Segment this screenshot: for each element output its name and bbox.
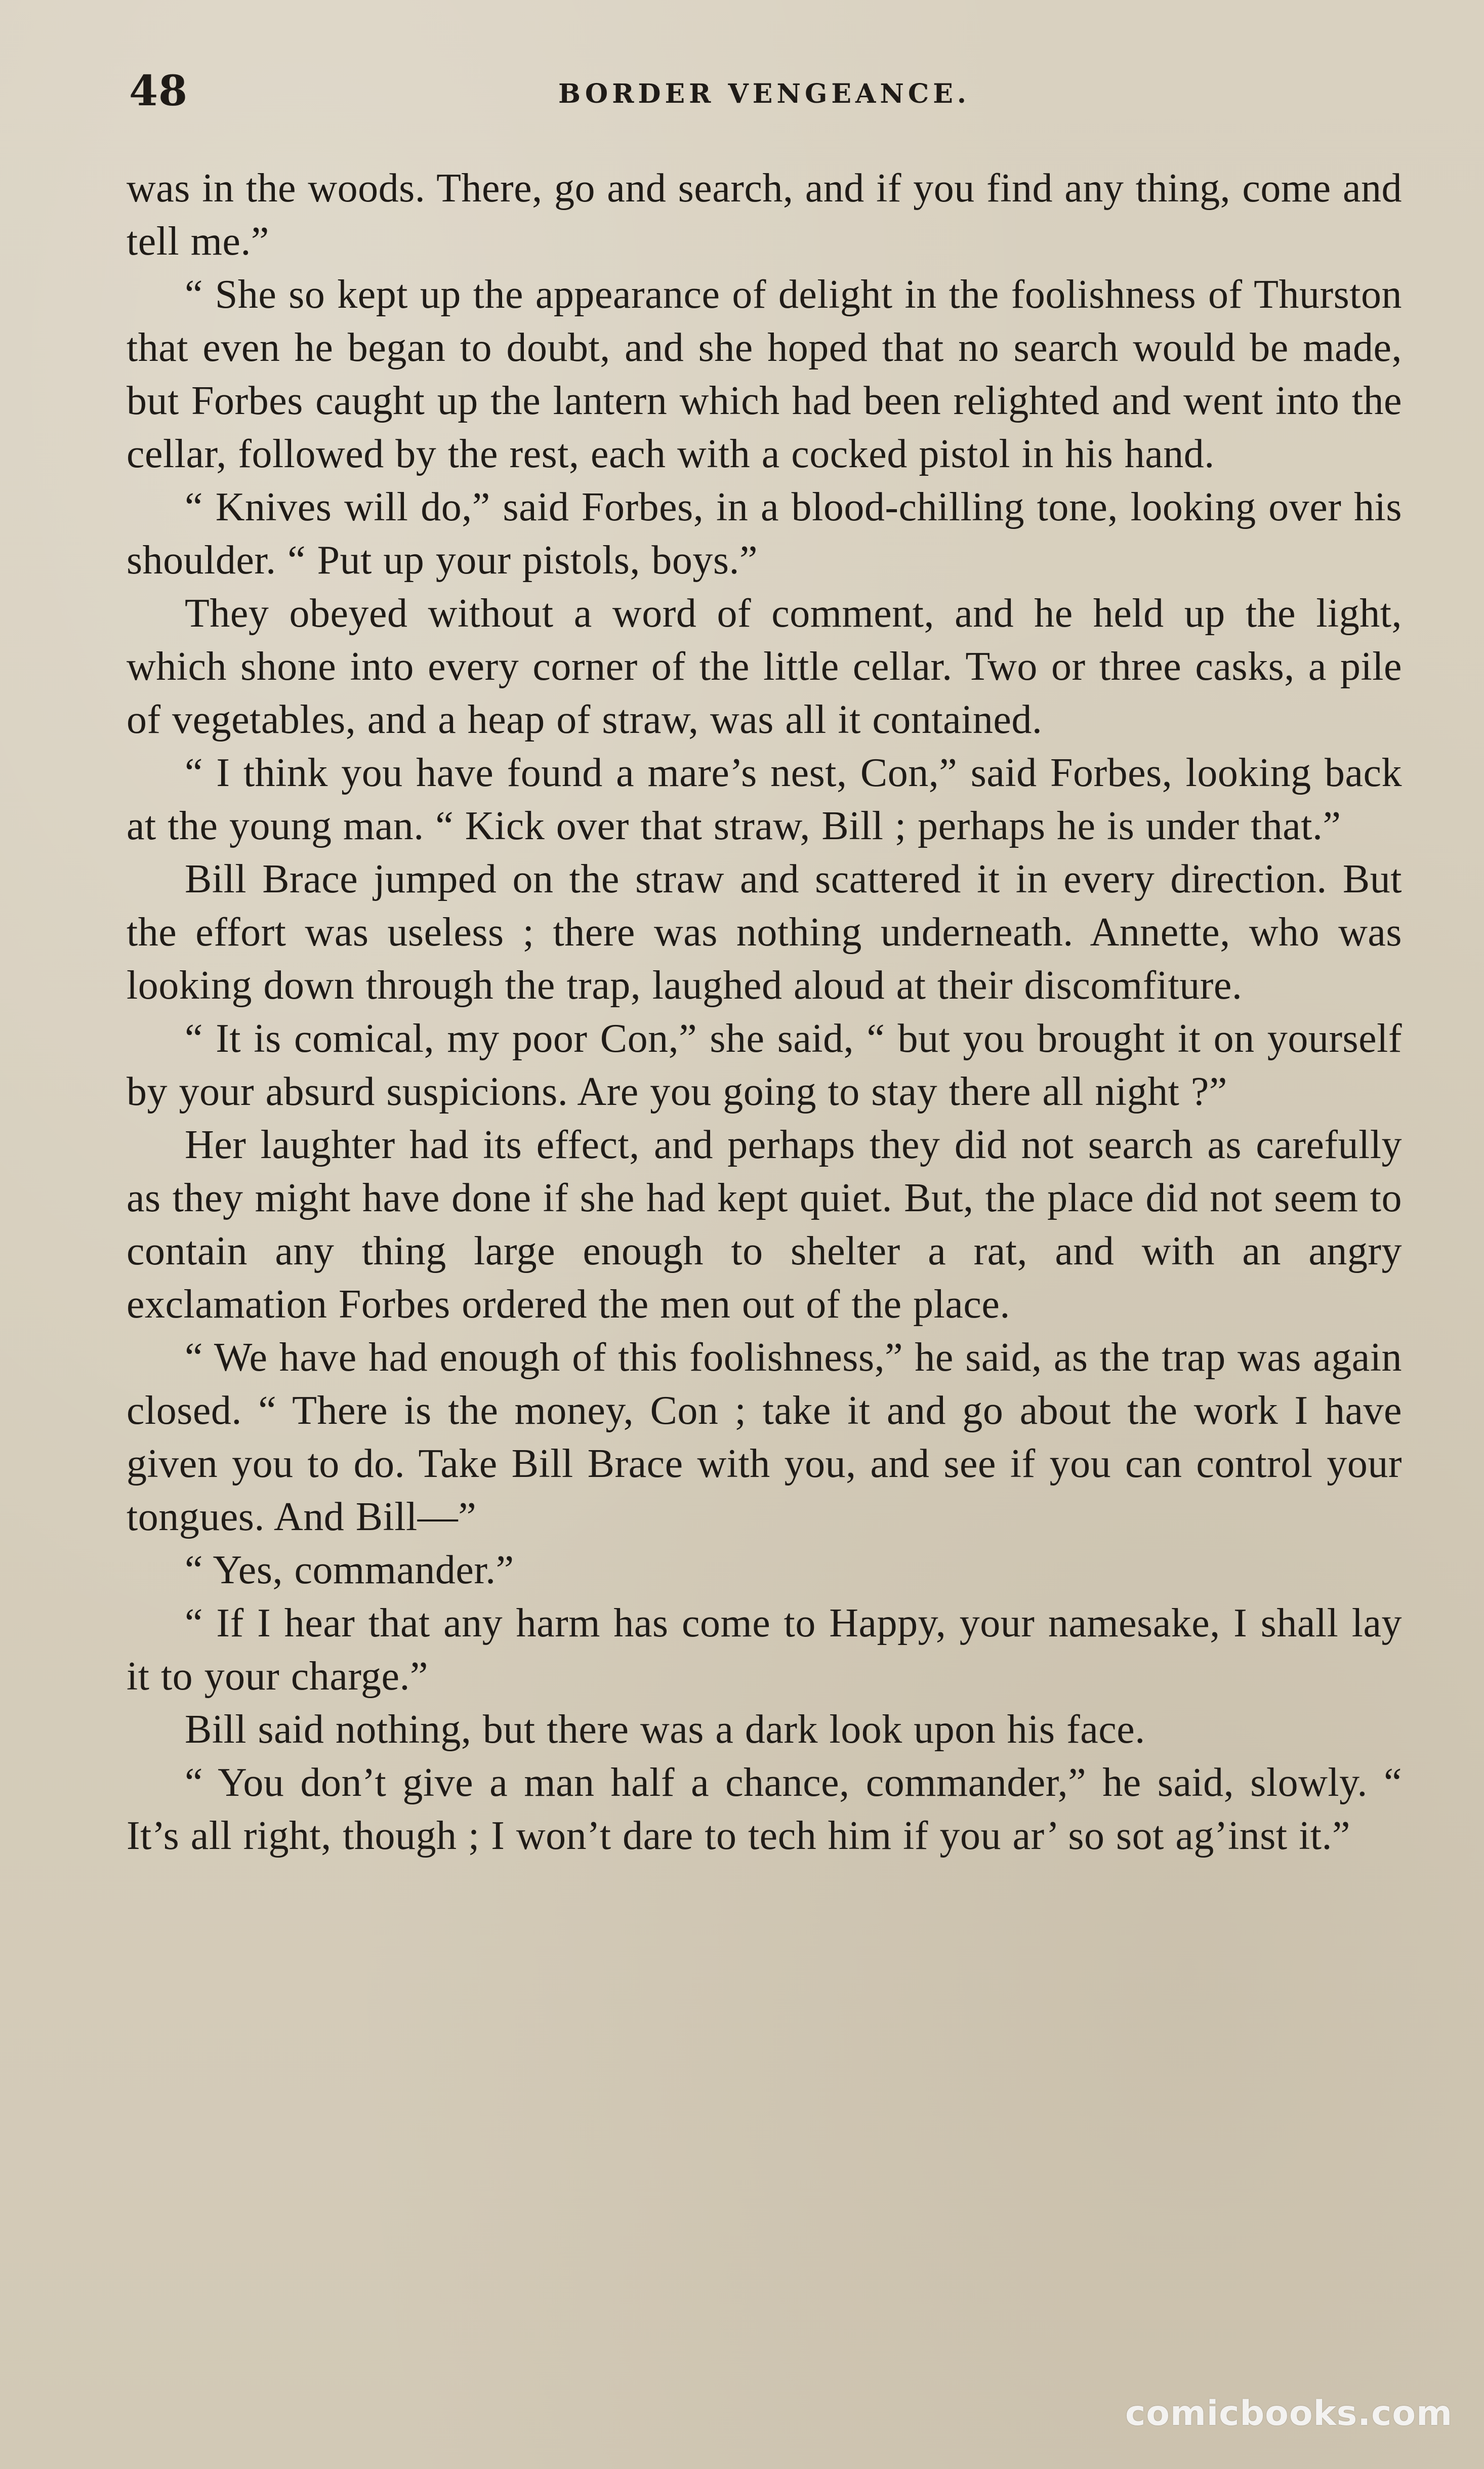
paragraph: Bill Brace jumped on the straw and scattered it in every direction. But the effort was useless ; there was nothing underneath. Annette, who was looking down through the trap, laughed aloud at their discomfiture. bbox=[127, 857, 1402, 1008]
paragraph: “ She so kept up the appearance of delight in the foolishness of Thurston that even he began to doubt, and she hoped that no search would be made, but Forbes caught up the lantern which had been relighted and went into the cellar, followed by the rest, each with a cocked pistol in his hand. bbox=[127, 272, 1402, 476]
paragraph-continuation: was in the woods. There, go and search, and if you find any thing, come and tell me.” bbox=[127, 166, 1402, 264]
site-watermark: comicbooks.com bbox=[1125, 2394, 1453, 2434]
paragraph: “ It is comical, my poor Con,” she said, “ but you brought it on yourself by your absurd suspicions. Are you going to stay there all night ?” bbox=[127, 1016, 1402, 1114]
page-header bbox=[129, 66, 1399, 121]
paragraph: “ Yes, commander.” bbox=[185, 1548, 514, 1592]
paragraph: “ We have had enough of this foolishness,” he said, as the trap was again closed. “ There is the money, Con ; take it and go about the work I have given you to do. Take Bill Brace with you, and see if you can control your tongues. And Bill—” bbox=[127, 1335, 1402, 1539]
paragraph: They obeyed without a word of comment, and he held up the light, which shone into every corner of the little cellar. Two or three casks, a pile of vegetables, and a heap of straw, was all it contained. bbox=[127, 591, 1402, 742]
paragraph: Bill said nothing, but there was a dark look upon his face. bbox=[185, 1707, 1145, 1752]
page-body bbox=[127, 162, 1402, 1863]
paragraph: “ You don’t give a man half a chance, commander,” he said, slowly. “ It’s all right, though ; I won’t dare to tech him if you ar’ so sot ag’inst it.” bbox=[127, 1760, 1402, 1858]
paragraph: “ I think you have found a mare’s nest, Con,” said Forbes, looking back at the young man. “ Kick over that straw, Bill ; perhaps he is under that.” bbox=[127, 751, 1402, 848]
paragraph: Her laughter had its effect, and perhaps they did not search as carefully as they might have done if she had kept quiet. But, the place did not seem to contain any thing large enough to shelter a rat, and with an angry exclamation Forbes ordered the men out of the place. bbox=[127, 1123, 1402, 1327]
paragraph: “ If I hear that any harm has come to Happy, your namesake, I shall lay it to your charge.” bbox=[127, 1601, 1402, 1699]
running-title: BORDER VENGEANCE. bbox=[558, 78, 971, 109]
page-number: 48 bbox=[129, 67, 188, 115]
paragraph: “ Knives will do,” said Forbes, in a blood-chilling tone, looking over his shoulder. “ Put up your pistols, boys.” bbox=[127, 485, 1402, 583]
